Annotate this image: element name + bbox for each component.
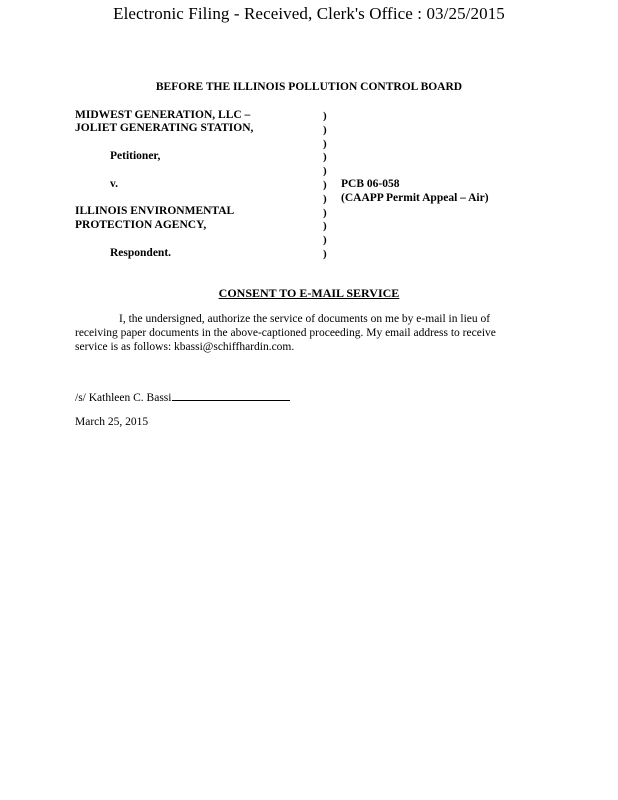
consent-paragraph-text: I, the undersigned, authorize the service of documents on me by e-mail in lieu of receiving paper documents in the above-captioned proceeding. My email address to receive service is as follows: kbassi@schiffhardin.com. [75, 313, 496, 353]
caption-paren: ) [323, 178, 327, 191]
respondent-name-line2: PROTECTION AGENCY, [75, 219, 207, 231]
consent-paragraph [75, 312, 525, 354]
petitioner-name-line2: JOLIET GENERATING STATION, [75, 122, 254, 134]
caption-paren: ) [323, 137, 327, 150]
caption-paren: ) [323, 220, 327, 233]
caption-paren: ) [323, 247, 327, 260]
signature-date: March 25, 2015 [75, 416, 149, 428]
respondent-role: Respondent. [110, 247, 172, 259]
signature-line [172, 390, 290, 401]
document-title: CONSENT TO E-MAIL SERVICE [218, 286, 400, 300]
filing-stamp: Electronic Filing - Received, Clerk's Office : 03/25/2015 [113, 4, 505, 23]
case-type: (CAAPP Permit Appeal – Air) [341, 192, 489, 204]
caption-paren: ) [323, 151, 327, 164]
signature: /s/ Kathleen C. Bassi [75, 392, 172, 404]
caption-paren: ) [323, 123, 327, 136]
caption-parenthesis-column [323, 110, 327, 262]
petitioner-role: Petitioner, [110, 150, 161, 162]
signature-block [75, 390, 290, 404]
caption-paren: ) [323, 165, 327, 178]
petitioner-name-line1: MIDWEST GENERATION, LLC – [75, 109, 251, 121]
caption-paren: ) [323, 206, 327, 219]
case-number: PCB 06-058 [341, 178, 400, 190]
caption-paren: ) [323, 234, 327, 247]
versus-label: v. [110, 178, 118, 190]
caption-paren: ) [323, 192, 327, 205]
caption-paren: ) [323, 110, 327, 122]
respondent-name-line1: ILLINOIS ENVIRONMENTAL [75, 205, 235, 217]
board-heading: BEFORE THE ILLINOIS POLLUTION CONTROL BOARD [155, 81, 463, 93]
